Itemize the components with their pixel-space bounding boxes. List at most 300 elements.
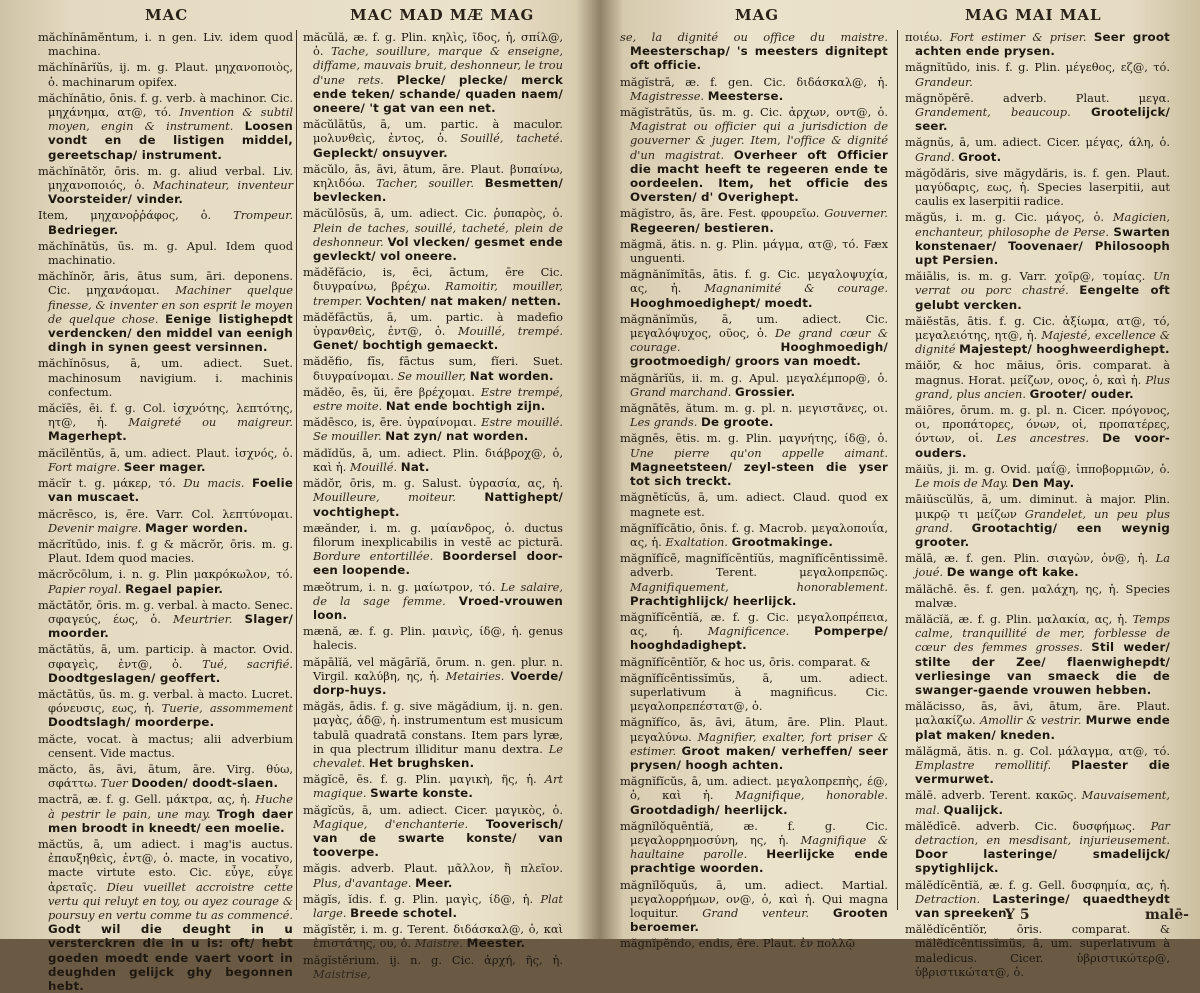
entry-french: Tué, sacrifié.: [202, 656, 293, 671]
dictionary-entry: [38, 687, 293, 730]
dictionary-entry: [38, 837, 293, 993]
entry-dutch: Het brughsken.: [368, 755, 475, 770]
entry-dutch: Trogh daer men broodt in kneedt/ een moelie.: [48, 806, 293, 835]
dictionary-entry: [38, 401, 293, 444]
dictionary-entry: [38, 239, 293, 267]
entry-french: Tuer: [100, 776, 128, 791]
entry-french: Le salaire, de la sage femme.: [313, 579, 563, 608]
dictionary-entry: [620, 30, 888, 73]
entry-headword: măchĭnŏr, āris, ātus sum, āri. deponens. Cic. μηχανάομαι.: [38, 269, 293, 298]
entry-headword: mălĕdīcē. adverb. Cic. δυσφήμως.: [905, 818, 1136, 833]
entry-french: Plat large.: [313, 891, 563, 920]
entry-headword: mactrā, æ. f. g. Gell. μάκτρα, ας, ἡ.: [38, 792, 251, 807]
entry-dutch: Magerhept.: [48, 429, 127, 444]
dictionary-entry: [620, 206, 888, 234]
entry-headword: măcrŏcōlum, i. n. g. Plin μακρόκωλον, τό.: [38, 567, 293, 582]
entry-dutch: Regeeren/ bestieren.: [630, 220, 775, 235]
entry-headword: măgnărĭŭs, ii. m. g. Apul. μεγαλέμπορ@, ὁ.: [620, 370, 888, 385]
entry-french: Magnificence.: [707, 624, 790, 639]
entry-french: Grandelet, un peu plus grand.: [915, 506, 1171, 535]
dictionary-entry: [905, 60, 1170, 88]
dictionary-entry: [905, 819, 1170, 876]
entry-headword: măcŭlă, æ. f. g. Plin. κηλὶς, ῖδος, ἡ, σπίλ@, ὁ.: [303, 30, 563, 59]
entry-french: Amollir & vestrir.: [979, 713, 1082, 728]
dictionary-entry: [905, 788, 1170, 816]
entry-dutch: Slager/ moorder.: [48, 611, 293, 641]
entry-french: Magicien, enchanteur, philosophe de Perse.: [915, 210, 1170, 239]
entry-french: Invention & subtil moyen, engin & instrument.: [48, 105, 293, 134]
entry-dutch: Genet/ bochtigh gemaeckt.: [313, 338, 499, 353]
entry-french: Mouilleure, moiteur.: [313, 490, 456, 505]
entry-dutch: Lasteringe/ quaedtheydt van spreeken.: [915, 891, 1170, 920]
entry-headword: ποιέω.: [905, 30, 943, 44]
entry-dutch: Foelie van muscaet.: [48, 476, 294, 505]
entry-french: Un verrat ou porc chastré.: [915, 269, 1170, 298]
dictionary-entry: [905, 462, 1170, 490]
entry-dutch: De wange oft kake.: [946, 565, 1079, 580]
entry-french: Plein de taches, souillé, tacheté, plein de deshonneur.: [313, 220, 563, 249]
entry-dutch: Prachtighlijck/ heerlijck.: [630, 593, 797, 608]
entry-headword: măiālis, is. m. g. Varr. χοῖρ@, τομίας.: [905, 269, 1146, 284]
entry-headword: măgis. adverb. Plaut. μᾶλλον, ἢ πλεῖον.: [303, 861, 563, 876]
entry-dutch: Voorsteider/ vinder.: [48, 192, 184, 207]
entry-dutch: Meester.: [466, 936, 526, 951]
entry-french: Emplastre remollitif.: [915, 757, 1052, 772]
dictionary-entry: [905, 922, 1170, 979]
entry-dutch: Regael papier.: [125, 581, 224, 596]
dictionary-entry: [905, 210, 1170, 267]
dictionary-entry: [905, 699, 1170, 742]
entry-dutch: Groot.: [958, 149, 1002, 164]
entry-headword: măgĭstĕr, i. m. g. Terent. διδάσκαλ@, ὁ, καὶ ἐπιστάτης, ου, ὁ.: [303, 922, 563, 951]
entry-french: Tuerie, assommement: [161, 701, 294, 716]
entry-french: Detraction.: [915, 891, 981, 906]
running-head-left: MAG: [735, 6, 780, 24]
entry-headword: mădĭdŭs, ā, um. adiect. Plin. διάβροχ@, ὁ, καὶ ἡ.: [303, 445, 563, 474]
entry-dutch: Heerlijcke ende prachtige woorden.: [630, 847, 888, 876]
entry-headword: măctātŭs, ūs. m. g. verbal. à macto. Lucret. φόνευσις, εως, ἡ.: [38, 686, 293, 716]
entry-dutch: Meesterschap/ 's meesters dignitept oft officie.: [630, 44, 888, 73]
entry-dutch: De voor-ouders.: [915, 431, 1170, 460]
entry-french: Plus, d'avantage.: [313, 875, 412, 890]
entry-french: Mauvaisement, mal.: [915, 788, 1170, 817]
entry-headword: măgnĭfĭcēntĭă, æ. f. g. Cic. μεγαλοπρέπεια, ας, ἡ.: [620, 609, 888, 639]
entry-dutch: Seer groot achten ende prysen.: [915, 30, 1170, 59]
dictionary-entry: [620, 655, 888, 669]
entry-french: Maigreté ou maigreur.: [128, 415, 293, 430]
entry-dutch: Nat.: [400, 459, 430, 474]
entry-headword: mæănder, i. m. g. μαίανδρος, ὁ. ductus filorum inexplicabilis in vestē ac picturā.: [303, 520, 563, 549]
entry-dutch: Grooten beroemer.: [630, 905, 888, 935]
dictionary-entry: [38, 164, 293, 207]
entry-dutch: Meer.: [415, 875, 453, 890]
entry-french: Papier royal.: [48, 581, 122, 596]
entry-dutch: Dooden/ doodt-slaen.: [131, 776, 279, 791]
dictionary-entry: [38, 537, 293, 565]
entry-french: Maistrise,: [313, 966, 371, 981]
entry-dutch: Swarten konstenaer/ Toovenaer/ Philosooph upt Persien.: [915, 224, 1170, 268]
catchword: malē-: [1145, 907, 1189, 923]
entry-headword: măgnănĭmŭs, ā, um. adiect. Cic. μεγαλόψυχος, οῦος, ὁ.: [620, 311, 888, 341]
entry-headword: mădŏr, ōris, m. g. Salust. ὑγρασία, ας, ἡ.: [303, 476, 563, 491]
entry-headword: mălăcĭă, æ. f. g. Plin. μαλακία, ας, ἡ.: [905, 611, 1128, 626]
entry-dutch: Eenige listighepdt verdencken/ den middel van eenigh dingh in synen geest versinnen.: [48, 311, 294, 355]
entry-french: Fort estimer & priser.: [949, 30, 1087, 44]
dictionary-entry: [905, 551, 1170, 579]
dictionary-entry: [620, 715, 888, 772]
entry-french: Magnifier, exalter, fort priser & estimer.: [630, 729, 888, 758]
entry-dutch: Grootmakinge.: [731, 534, 834, 549]
left-column-1: [38, 30, 294, 993]
entry-headword: măchĭnāmĕntum, i. n gen. Liv. idem quod machina.: [38, 30, 293, 59]
entry-headword: măgnŏpĕrē. adverb. Plaut. μεγα.: [905, 90, 1170, 105]
running-head-right: MAC MAD MÆ MAG: [350, 6, 535, 24]
entry-french: Art magique.: [313, 772, 563, 801]
entry-french: Se mouiller,: [397, 368, 467, 383]
column-rule: [296, 30, 297, 910]
dictionary-entry: [905, 492, 1170, 549]
dictionary-entry: [303, 265, 563, 308]
entry-french: Grand.: [915, 149, 955, 164]
dictionary-entry: [620, 401, 888, 429]
dictionary-entry: [303, 580, 563, 623]
dictionary-entry: [38, 732, 293, 760]
dictionary-entry: [38, 598, 293, 641]
entry-dutch: Vochten/ nat maken/ netten.: [366, 293, 562, 308]
dictionary-entry: [303, 861, 563, 889]
entry-dutch: Eengelte oft gelubt vercken.: [915, 283, 1170, 312]
dictionary-entry: [38, 208, 293, 236]
dictionary-entry: [905, 358, 1170, 401]
entry-dutch: Seer mager.: [123, 459, 206, 474]
dictionary-entry: [303, 446, 563, 474]
entry-french: Bordure entortillée.: [313, 549, 434, 564]
dictionary-entry: [303, 162, 563, 205]
entry-headword: măgnĭpĕndo, endis, ēre. Plaut. ἐν πολλῷ: [620, 936, 855, 951]
dictionary-entry: [620, 819, 888, 876]
entry-headword: măgăs, ādis. f. g. sive măgădium, ij. n. gen. μαγὰς, άδ@, ἡ. instrumentum est musicum tabulā quadratā constans. Item pars lyræ, in qua plectrum illiditur manu dextra.: [303, 699, 563, 756]
entry-headword: Item, μηχανοῤῥάφος, ὁ.: [38, 208, 212, 223]
entry-headword: măcŭlātŭs, ā, um. partic. à maculor. μολυνθεὶς, ἐντος, ὁ.: [303, 117, 563, 146]
entry-headword: măgĭstrātŭs, ūs. m. g. Cic. ἀρχων, οντ@, ὁ.: [620, 105, 888, 120]
dictionary-entry: [905, 269, 1170, 312]
entry-french: Gouverner.: [824, 206, 888, 221]
entry-dutch: Swarte konste.: [370, 786, 474, 801]
right-column-2: [905, 30, 1171, 979]
dictionary-entry: [38, 476, 293, 504]
dictionary-entry: [905, 878, 1170, 921]
entry-headword: măgĭcŭs, ā, um. adiect. Cicer. μαγικὸς, ὁ.: [303, 802, 563, 817]
entry-french: Tache, souillure, marque & enseigne, diffame, mauvais bruit, deshonneur, le trou d'une rets.: [313, 44, 564, 87]
dictionary-entry: [620, 671, 888, 714]
entry-dutch: Stil weder/ stilte der Zee/ flaenwighepdt/ verliesinge van smaeck die de swanger-gaende vrouwen hebben.: [915, 640, 1170, 697]
dictionary-entry: [303, 415, 563, 443]
entry-french: Magnifiquement, honorablement.: [630, 579, 888, 594]
entry-headword: măgnĭfĭcātio, ōnis. f. g. Macrob. μεγαλοποιΐα, ας, ἡ.: [620, 520, 888, 549]
entry-french: Souillé, tacheté.: [460, 131, 563, 146]
entry-headword: măgnātēs, ătum. m. g. pl. n. μεγιστᾶνες, οι.: [620, 401, 888, 416]
entry-dutch: Besmetten/ bevlecken.: [313, 176, 564, 205]
dictionary-entry: [303, 521, 563, 578]
entry-french: La joué.: [915, 551, 1171, 580]
dictionary-entry: [303, 953, 563, 981]
dictionary-entry: [303, 772, 563, 800]
dictionary-entry: [905, 314, 1170, 357]
entry-headword: măgnĭlŏquēntĭă, æ. f. g. Cic. μεγαλορρημοσύνη, ης, ἡ.: [620, 818, 888, 847]
dictionary-entry: [303, 922, 563, 950]
entry-headword: măgĭstĕrium. ij. n. g. Cic. ἀρχή, ῆς, ἡ.: [303, 952, 563, 967]
dictionary-entry: [620, 75, 888, 103]
entry-headword: măchĭnōsus, ā, um. adiect. Suet. machinosum navigium. i. machinis confectum.: [38, 356, 293, 399]
dictionary-entry: [303, 30, 563, 115]
entry-headword: mălĕdĭcēntĭŏr, ōris. comparat. & mălĕdĭcēntissĭmŭs, ā, um. superlativum à maledicus. Cicer. ὑβριστικώτερ@, ὑβριστικώτατ@, ὁ.: [905, 922, 1170, 979]
entry-french: Une pierre qu'on appelle aimant.: [630, 445, 888, 460]
entry-headword: măgnănĭmĭtās, ātis. f. g. Cic. μεγαλοψυχία, ας, ἡ.: [620, 267, 888, 296]
dictionary-entry: [620, 551, 888, 608]
entry-dutch: Meesterse.: [707, 88, 784, 103]
signature-mark: Y 5: [1005, 907, 1030, 923]
entry-headword: măiōres, ōrum. m. g. pl. n. Cicer. πρόγονος, οι, προπάτορες, όνων, οἱ, προπατέρες, όντων, οἱ.: [905, 403, 1170, 446]
dictionary-entry: [905, 612, 1170, 697]
entry-dutch: Grootachtig/ een weynig grooter.: [915, 520, 1171, 549]
entry-dutch: Doodtgeslagen/ geoffert.: [48, 670, 221, 685]
running-head-left: MAC: [145, 6, 189, 24]
entry-dutch: Gepleckt/ onsuyver.: [313, 145, 448, 160]
entry-headword: măgnĭfĭcē, magnĭfĭcēntĭŭs, magnĭfĭcēntissimē. adverb. Terent. μεγαλοπρεπῶς.: [620, 551, 888, 580]
entry-headword: măcrēsco, is, ēre. Varr. Col. λεπτύνομαι.: [38, 506, 293, 521]
dictionary-entry: [38, 507, 293, 535]
entry-headword: măgĭs, ĭdis. f. g. Plin. μαγὶς, ίδ@, ἡ.: [303, 891, 534, 906]
entry-headword: mænă, æ. f. g. Plin. μαινὶς, ίδ@, ἡ. genus halecis.: [303, 624, 563, 653]
entry-french: Trompeur.: [233, 208, 294, 223]
entry-dutch: Majestept/ hooghweerdighept.: [959, 342, 1170, 357]
entry-dutch: Pomperpe/ hooghdadighept.: [630, 624, 889, 653]
dictionary-entry: [303, 892, 563, 920]
dictionary-entry: [620, 431, 888, 488]
entry-headword: mălăchē. ēs. f. gen. μαλάχη, ης, ἡ. Species malvæ.: [905, 581, 1170, 610]
entry-french: De grand cœur & courage.: [630, 326, 888, 355]
entry-headword: mădĕo, ēs, ŭi, ēre βρέχομαι.: [303, 384, 475, 399]
dictionary-entry: [303, 385, 563, 413]
entry-headword: măctŭs, ā, um adiect. i mag'is auctus. ἐπαυξηθεὶς, ἐντ@, ὁ. macte, in vocativo, macte virtute esto. Cic. εὖγε, εὖγε ἀρεταῖς.: [38, 836, 293, 894]
entry-french: Devenir maigre.: [48, 520, 142, 535]
entry-headword: mălăgmă, ătis. n. g. Col. μάλαγμα, ατ@, τό.: [905, 743, 1170, 758]
dictionary-entry: [303, 699, 563, 770]
entry-headword: măgnĭfĭcēntĭŏr, & hoc us, ōris. comparat. &: [620, 654, 871, 669]
entry-dutch: Overheer oft Officier die macht heeft te regeeren ende te oordeelen. Item, het officie des Oversten/ d' Overighept.: [630, 147, 888, 205]
dictionary-entry: [38, 642, 293, 685]
entry-headword: măcĭlĕntŭs, ā, um. adiect. Plaut. ἰσχνός, ὁ.: [38, 445, 293, 460]
dictionary-entry: [905, 166, 1170, 209]
entry-french: Magique, d'enchanterie.: [313, 816, 469, 831]
dictionary-entry: [303, 310, 563, 353]
entry-dutch: Doodtslagh/ moorderpe.: [48, 715, 215, 730]
dictionary-entry: [620, 490, 888, 518]
dictionary-entry: [38, 60, 293, 88]
dictionary-entry: [303, 117, 563, 160]
dictionary-entry: [620, 774, 888, 817]
entry-dutch: Plecke/ plecke/ merck ende teken/ schande/ quaden naem/ oneere/ 't gat van een net.: [313, 72, 564, 116]
entry-french: Magistrat ou officier qui a jurisdiction de gouverner & juger. Item, l'office & dignité d'un magistrat.: [630, 119, 888, 162]
dictionary-entry: [38, 762, 293, 790]
entry-dutch: Plaester die vermurwet.: [915, 757, 1170, 787]
dictionary-entry: [905, 135, 1170, 163]
entry-headword: măgmă, ătis. n. g. Plin. μάγμα, ατ@, τό. Fæx unguenti.: [620, 236, 888, 266]
entry-dutch: Godt wil die deught in u versterckren die in u is: oft/ hebt goeden moedt ende vaert voort in deughden gelijck ghy begonnen hebt.: [48, 922, 293, 993]
dictionary-entry: [38, 567, 293, 595]
dictionary-entry: [38, 269, 293, 354]
entry-headword: măchĭnātŭs, ūs. m. g. Apul. Idem quod machinatio.: [38, 238, 293, 268]
entry-dutch: Nat zyn/ nat worden.: [385, 429, 529, 444]
dictionary-entry: [38, 356, 293, 399]
entry-headword: mădēsco, is, ēre. ὑγραίνομαι.: [303, 415, 477, 430]
entry-dutch: Door lasteringe/ smadelijck/ spytighlijck.: [915, 847, 1170, 876]
entry-french: Grand venteur.: [702, 905, 810, 920]
entry-dutch: Nat ende bochtigh zijn.: [385, 399, 546, 414]
entry-headword: măgnēs, ētis. m. g. Plin. μαγνήτης, ίδ@, ὁ.: [620, 431, 888, 446]
entry-headword: măcte, vocat. à mactus; alii adverbium censent. Vide mactus.: [38, 731, 293, 760]
entry-dutch: Hooghmoedighept/ moedt.: [630, 295, 813, 310]
entry-headword: măgĭstro, ās, āre. Fest. φρουρεῖω.: [620, 206, 820, 221]
entry-headword: măgnĭfĭcēntissĭmŭs, ā, um. adiect. superlativum à magnificus. Cic. μεγαλοπρεπέστατ@, ὁ.: [620, 670, 888, 714]
entry-dutch: Den May.: [1011, 476, 1075, 491]
entry-headword: măgnĭfĭcŭs, ā, um. adiect. μεγαλοπρεπὴς, έ@, ὁ, καὶ ἡ.: [620, 774, 888, 803]
entry-french: Magnifique, honorable.: [735, 788, 888, 803]
entry-french: Meurtrier.: [173, 611, 233, 626]
dictionary-entry: [620, 936, 888, 950]
entry-headword: mæŏtrum, i. n. g. μαίωτρον, τό.: [303, 579, 496, 594]
entry-headword: măcĭr t. g. μάκερ, τό.: [38, 476, 176, 491]
entry-headword: măgnĭfĭco, ās, āvi, ātum, āre. Plin. Plaut. μεγαλύνω.: [620, 715, 888, 744]
dictionary-entry: [303, 476, 563, 519]
entry-french: Huche à pestrir le pain, une may.: [48, 792, 293, 821]
entry-headword: măiĕstās, ātis. f. g. Cic. ἀξίωμα, ατ@, τό, μεγαλειότης, ητ@, ἡ.: [905, 313, 1170, 343]
entry-french: Temps calme, tranquillité de mer, forblesse de cœur des femmes grosses.: [915, 611, 1170, 655]
entry-headword: măcŭlōsŭs, ā, um. adiect. Cic. ῥυπαρὸς, ὁ.: [303, 206, 563, 221]
entry-headword: măchĭnātŏr, ōris. m. g. aliud verbal. Liv. μηχανοποιός, ὁ.: [38, 163, 293, 193]
entry-headword: mădĕfăcio, is, ēci, āctum, ēre Cic. διυγραίνω, βρέχω.: [303, 265, 563, 294]
dictionary-entry: [620, 521, 888, 549]
entry-dutch: Grooter/ ouder.: [1029, 386, 1134, 401]
entry-headword: mădĕfāctŭs, ā, um. partic. à madefio ὑγρανθεὶς, ἐντ@, ὁ.: [303, 309, 563, 339]
right-page: [605, 0, 1200, 979]
dictionary-entry: [620, 267, 888, 310]
dictionary-entry: [620, 237, 888, 265]
entry-dutch: Groot maken/ verheffen/ seer prysen/ hoogh achten.: [630, 743, 889, 772]
entry-dutch: Loosen vondt en de listigen middel, gereetschap/ instrument.: [48, 119, 293, 162]
dictionary-entry: [905, 30, 1170, 58]
entry-headword: măgnĭtūdo, inis. f. g. Plin. μέγεθος, εζ@, τό.: [905, 60, 1170, 75]
entry-dutch: De groote.: [701, 415, 774, 430]
entry-headword: măgŭs, i. m. g. Cic. μάγος, ὁ.: [905, 210, 1105, 225]
entry-french: Fort maigre.: [48, 459, 121, 474]
entry-dutch: Grossier.: [735, 384, 796, 399]
entry-headword: măcrĭtūdo, inis. f. g & măcrŏr, ōris. m. g. Plaut. Idem quod macies.: [38, 536, 293, 566]
entry-dutch: Grootdadigh/ heerlijck.: [630, 802, 788, 817]
entry-french: Grandeur.: [915, 74, 973, 89]
dictionary-entry: [303, 206, 563, 263]
entry-headword: mălē. adverb. Terent. κακῶς.: [905, 788, 1077, 803]
entry-french: Plus grand, plus ancien.: [915, 372, 1170, 401]
entry-headword: măgĭstrā, æ. f. gen. Cic. διδάσκαλ@, ἡ.: [620, 74, 888, 89]
entry-headword: măgŏdăris, sive măgydăris, is. f. gen. Plaut. μαγύδαρις, εως, ἡ. Species laserpitii, aut caulis ex laserpitii radice.: [905, 165, 1170, 209]
entry-french: Les grands.: [630, 415, 698, 430]
entry-french: se, la dignité ou office du maistre.: [620, 30, 888, 44]
entry-dutch: Hooghmoedigh/ grootmoedigh/ groors van moedt.: [630, 340, 888, 369]
entry-french: Du macis.: [183, 476, 245, 491]
entry-french: Magnanimité & courage.: [704, 281, 888, 296]
entry-dutch: Nat worden.: [469, 368, 554, 383]
entry-french: Grandement, beaucoup.: [915, 105, 1071, 120]
entry-headword: măcŭlo, ās, āvi, ātum, āre. Plaut. βυπαίνω, κηλιδόω.: [303, 161, 563, 191]
entry-headword: măctātŏr, ōris. m. g. verbal. à macto. Senec. σφαγεύς, έως, ὁ.: [38, 597, 293, 626]
left-column-2: [303, 30, 564, 981]
dictionary-entry: [620, 371, 888, 399]
entry-dutch: Bedrieger.: [48, 222, 119, 237]
entry-headword: māiŭscŭlŭs, ā, um. diminut. à major. Plin. μικρῷ τι μείζων: [905, 492, 1170, 521]
entry-headword: mădĕfio, fīs, fāctus sum, fĭeri. Suet. διυγραίνομαι.: [303, 354, 563, 383]
dictionary-entry: [38, 792, 293, 835]
entry-dutch: Nattighept/ vochtighept.: [313, 490, 563, 519]
running-head-right: MAG MAI MAL: [965, 6, 1102, 24]
dictionary-entry: [303, 803, 563, 860]
entry-dutch: Tooverisch/ van de swarte konste/ van tooverpe.: [313, 816, 563, 860]
entry-headword: măgnĭlŏquŭs, ā, um. adiect. Martial. μεγαλορρήμων, ον@, ὁ, καὶ ἡ. Qui magna loquitur.: [620, 877, 888, 920]
dictionary-entry: [905, 582, 1170, 610]
entry-dutch: Breede schotel.: [350, 905, 458, 920]
entry-french: Les ancestres.: [996, 431, 1090, 446]
entry-headword: măpālĭă, vel măgārĭă, ōrum. n. gen. plur. n. Virgil. καλύβη, ης, ἡ.: [303, 654, 563, 683]
entry-headword: măchĭnārĭŭs, ij. m. g. Plaut. μηχανοποιὸς, ὁ. machinarum opifex.: [38, 60, 293, 89]
dictionary-entry: [303, 624, 563, 652]
left-page: [0, 0, 595, 993]
entry-headword: măiŏr, & hoc māius, ōris. comparat. à magnus. Horat. μείζων, ονος, ὁ, καὶ ἡ.: [905, 358, 1170, 387]
entry-french: Machinateur, inventeur: [152, 178, 294, 193]
dictionary-entry: [38, 91, 293, 162]
entry-dutch: Mager worden.: [145, 520, 248, 535]
entry-headword: măchĭnātio, ōnis. f. g. verb. à machinor. Cic. μηχάνημα, ατ@, τό.: [38, 90, 293, 120]
entry-french: Machiner quelque finesse, & inventer en son esprit le moyen de quelque chose.: [48, 283, 293, 326]
entry-french: Tacher, souiller.: [375, 176, 474, 191]
entry-french: Ramoitir, mouiller, tremper.: [313, 279, 563, 308]
entry-headword: mălĕdĭcēntĭă, æ. f. g. Gell. δυσφημία, ας, ἡ.: [905, 877, 1170, 892]
dictionary-entry: [620, 105, 888, 204]
dictionary-entry: [303, 655, 563, 698]
entry-headword: măctātŭs, ā, um. particip. à mactor. Ovid. σφαγεὶς, ἐντ@, ὁ.: [38, 642, 293, 671]
entry-french: Dieu vueillet accroistre cette vertu qui reluyt en toy, ou ayez courage & poursuy en vertu comme tu as commencé.: [48, 879, 293, 922]
entry-headword: măcĭēs, ēi. f. g. Col. ἰσχνότης, λεπτότης, ητ@, ἡ.: [38, 401, 293, 430]
entry-headword: măgĭcē, ēs. f. g. Plin. μαγικὴ, ῆς, ἡ.: [303, 772, 537, 787]
dictionary-entry: [303, 354, 563, 382]
entry-french: Magnifique & haultaine parolle.: [630, 832, 889, 862]
entry-dutch: Grootelijck/ seer.: [915, 105, 1171, 134]
entry-dutch: Magneetsteen/ zeyl-steen die yser tot sich treckt.: [630, 459, 888, 489]
entry-french: Le chevalet.: [313, 741, 563, 770]
dictionary-entry: [38, 30, 293, 58]
entry-headword: mălăcisso, ās, āvi, ātum, āre. Plaut. μαλακίζω.: [905, 699, 1170, 728]
entry-french: Le mois de May.: [915, 476, 1009, 491]
entry-french: Magistresse.: [630, 88, 705, 103]
entry-headword: măiŭs, ji. m. g. Ovid. μαΐ@, ἱπποβορμιῶν, ὁ.: [905, 461, 1170, 476]
entry-dutch: Voerde/ dorp-huys.: [313, 668, 563, 697]
entry-headword: măgnŭs, ā, um. adiect. Cicer. μέγας, άλη, ὁ.: [905, 135, 1170, 150]
dictionary-entry: [620, 878, 888, 935]
entry-headword: mălā, æ. f. gen. Plin. σιαγὼν, ὀν@, ἡ.: [905, 551, 1149, 566]
entry-french: Maistre.: [414, 936, 464, 951]
dictionary-entry: [905, 744, 1170, 787]
right-column-1: [620, 30, 889, 951]
entry-french: Mouillé.: [349, 459, 398, 474]
